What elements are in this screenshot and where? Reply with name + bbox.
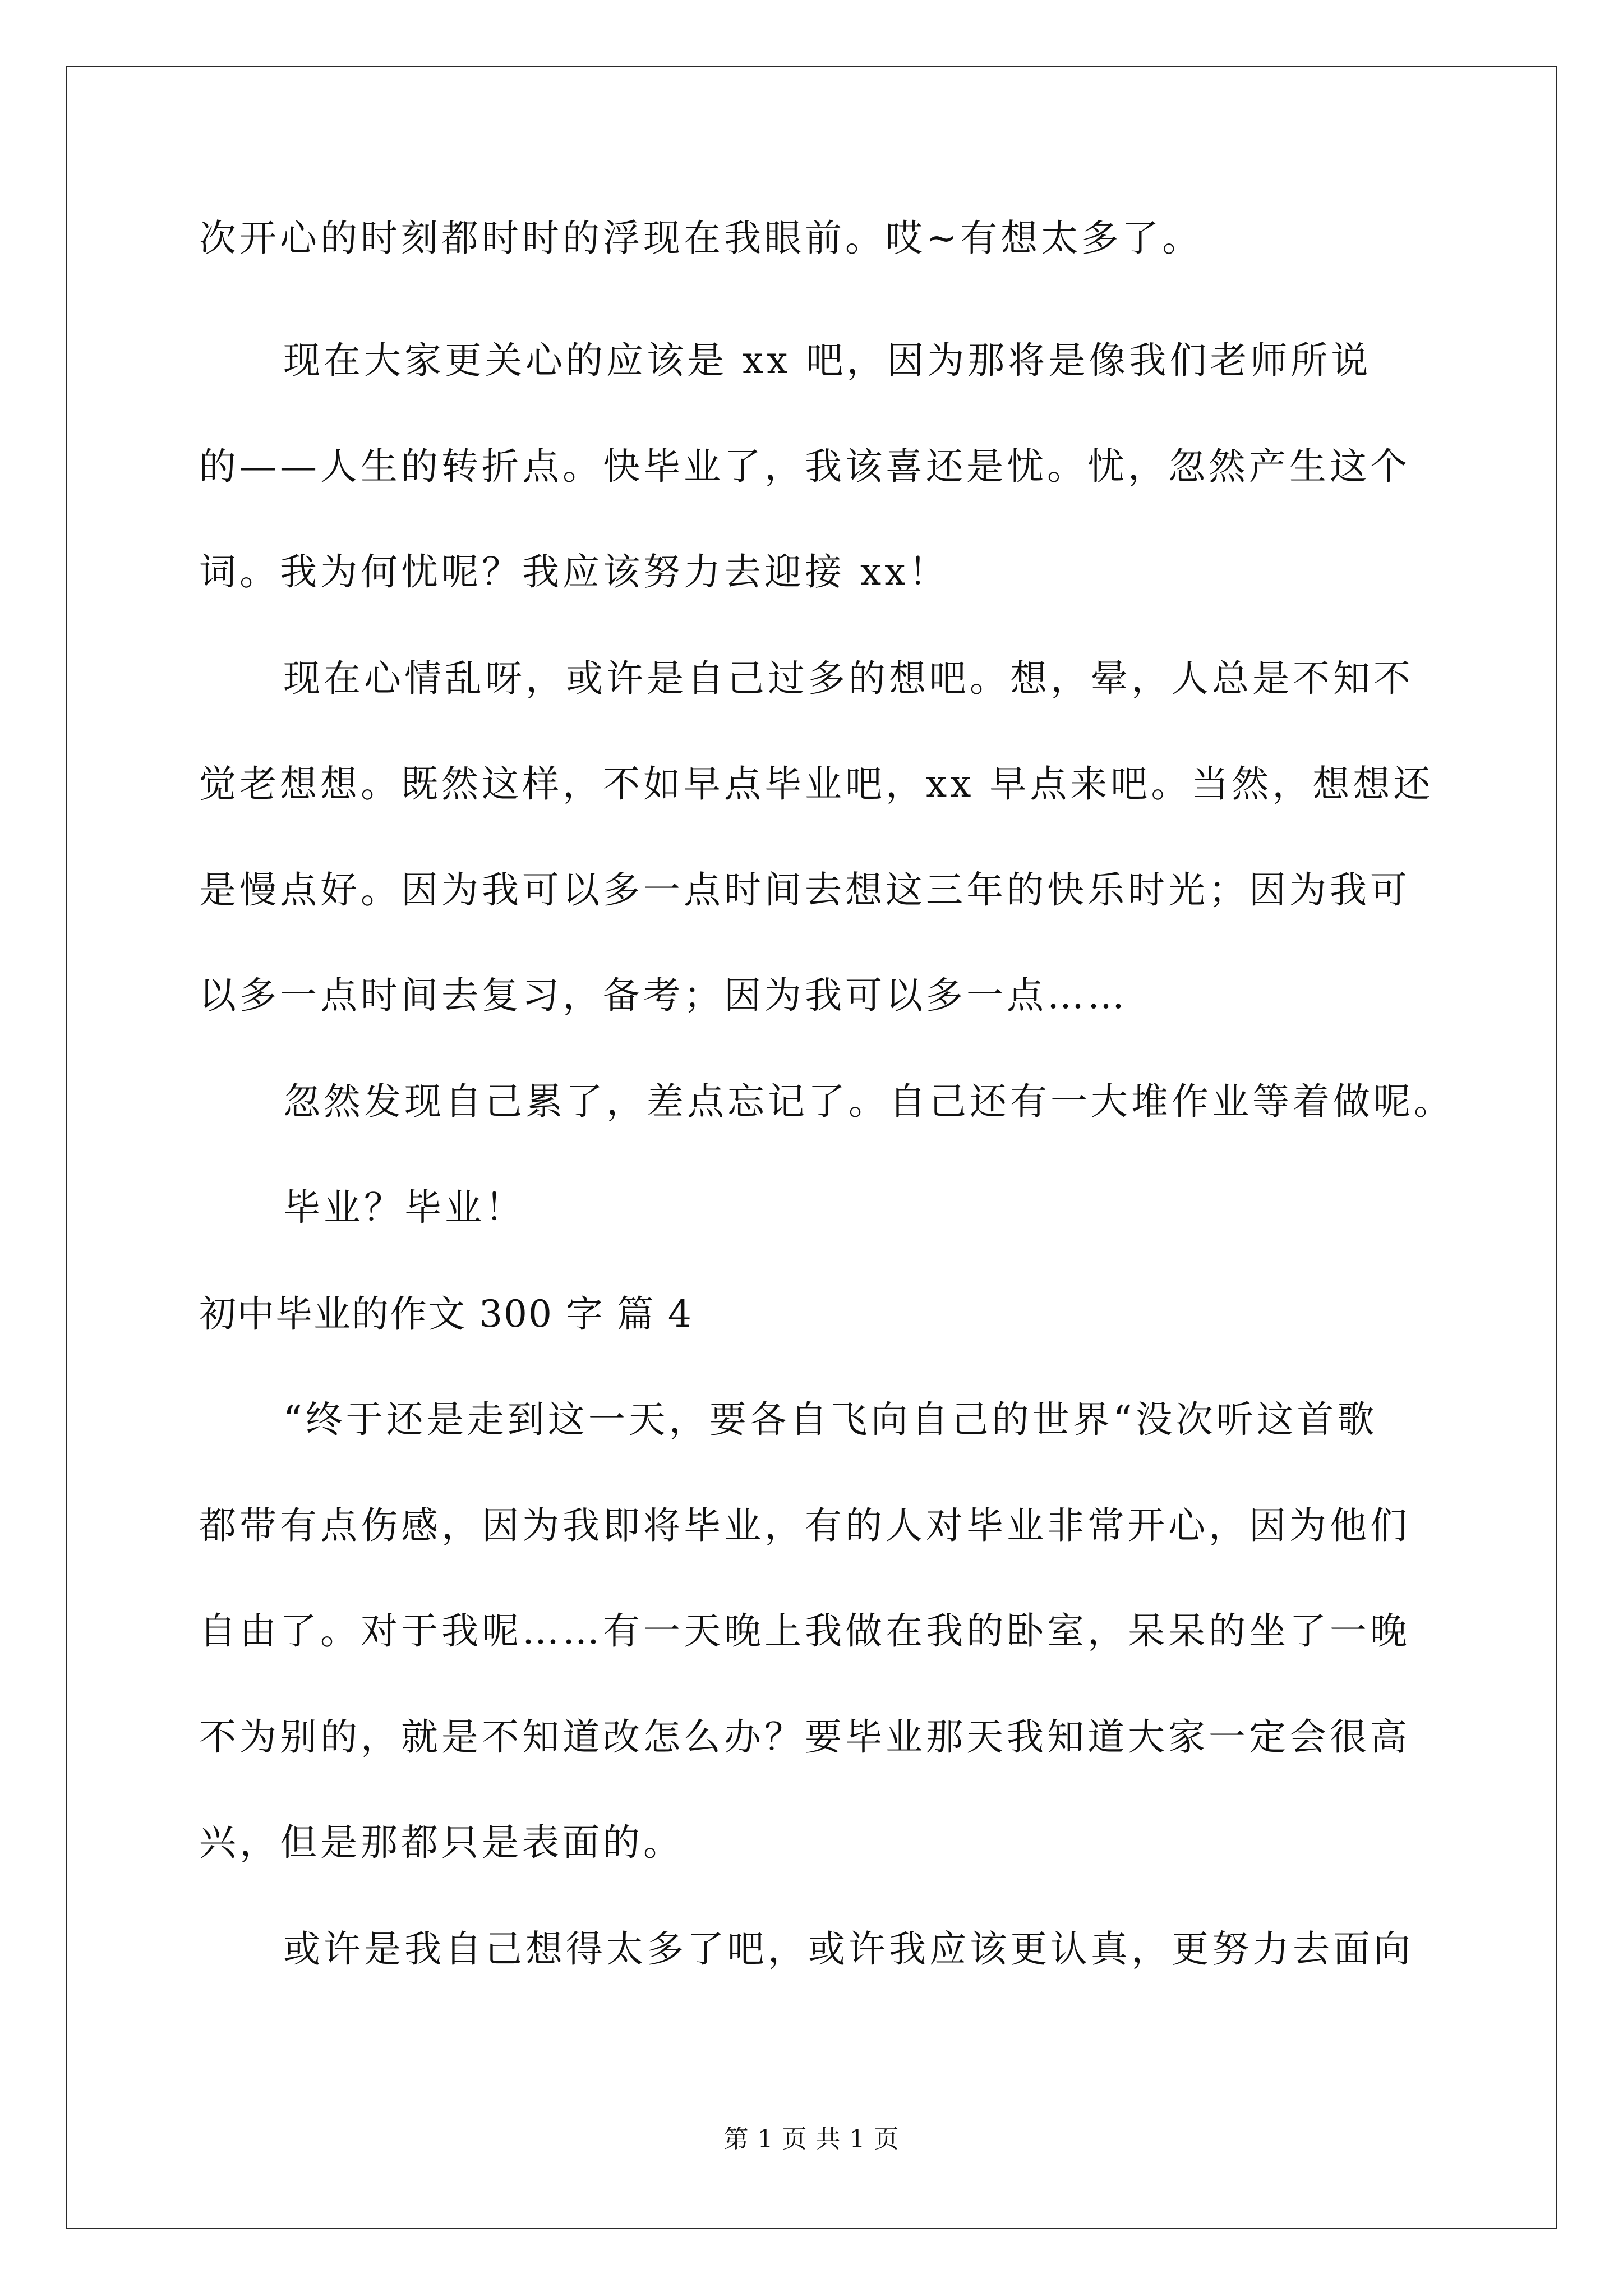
text-line: 词。我为何忧呢？我应该努力去迎接 xx！ [199,550,949,593]
text-line: 都带有点伤感，因为我即将毕业，有的人对毕业非常开心，因为他们 [199,1504,1410,1547]
text-line: 的——人生的转折点。快毕业了，我该喜还是忧。忧，忽然产生这个 [199,445,1410,488]
document-body [199,0,1454,2296]
text-line: 自由了。对于我呢……有一天晚上我做在我的卧室，呆呆的坐了一晚 [199,1609,1410,1653]
paragraph-start: 毕业？毕业！ [283,1186,525,1229]
paragraph-start: “终于还是走到这一天，要各自飞向自己的世界“没次听这首歌 [283,1398,1378,1441]
text-line: 不为别的，就是不知道改怎么办？要毕业那天我知道大家一定会很高 [199,1715,1410,1759]
text-line: 觉老想想。既然这样，不如早点毕业吧，xx 早点来吧。当然，想想还 [199,762,1434,806]
paragraph-start: 现在心情乱呀，或许是自己过多的想吧。想，晕，人总是不知不 [283,657,1414,700]
paragraph-start: 现在大家更关心的应该是 xx 吧，因为那将是像我们老师所说 [283,339,1372,382]
text-line: 次开心的时刻都时时的浮现在我眼前。哎~有想太多了。 [199,217,1203,260]
section-heading: 初中毕业的作文 300 字 篇 4 [199,1292,693,1336]
paragraph-start: 或许是我自己想得太多了吧，或许我应该更认真，更努力去面向 [283,1927,1414,1971]
text-line: 是慢点好。因为我可以多一点时间去想这三年的快乐时光；因为我可 [199,868,1410,912]
page-footer: 第 1 页 共 1 页 [723,2125,900,2154]
text-line: 兴，但是那都只是表面的。 [199,1821,684,1864]
paragraph-start: 忽然发现自己累了，差点忘记了。自己还有一大堆作业等着做呢。 [283,1080,1454,1123]
text-line: 以多一点时间去复习，备考；因为我可以多一点…… [199,974,1128,1017]
